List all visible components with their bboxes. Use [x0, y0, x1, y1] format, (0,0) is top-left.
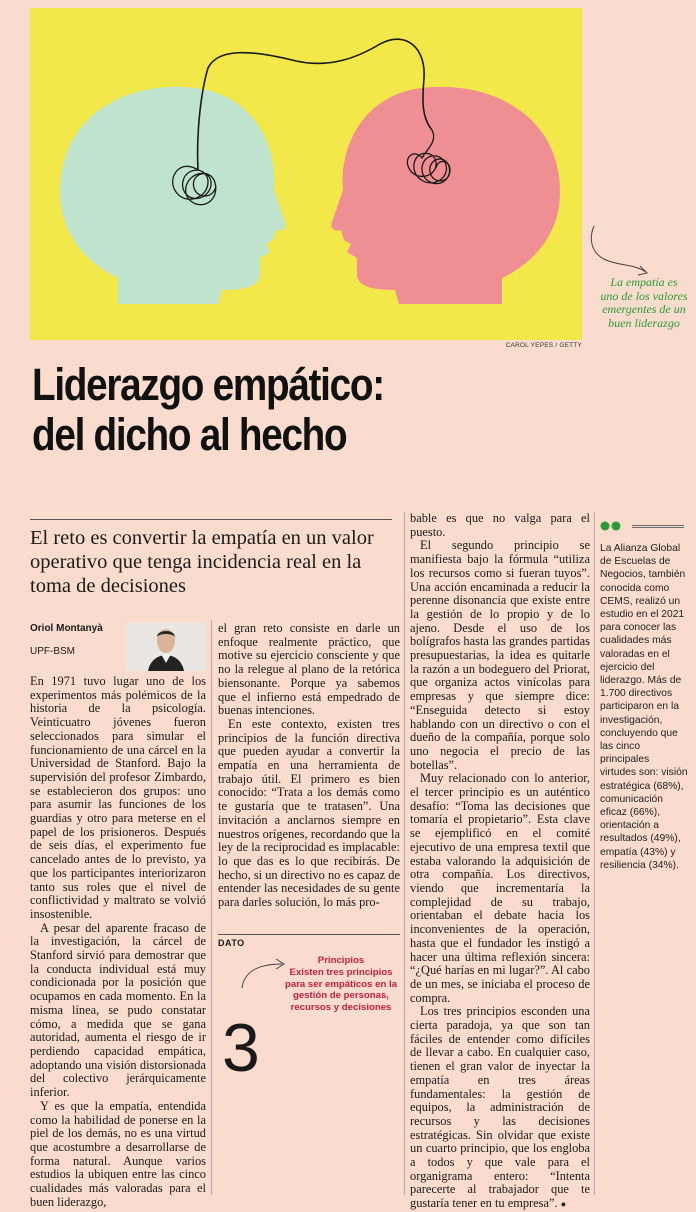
article-column-1: [30, 675, 206, 1209]
article-column-2: [218, 622, 400, 910]
column-divider: [211, 620, 212, 1195]
article-subheadline: El reto es convertir la empatía en un valor operativo que tenga incidencia real en la toma de decisiones: [30, 527, 374, 597]
dato-rule: [218, 934, 400, 935]
sidebar-rule: [632, 525, 684, 528]
body-paragraph-text: Los tres principios esconden una cierta paradoja, ya que son tan fáciles de entender como difíciles de llevar a cabo. En cualquier caso, tienen el gran valor de inyectar la empatía en tres áreas fundamentales: la gestión de equipos, la administración de recursos y las decisiones estratégicas. Sin olvidar que existe un cuarto principio, que los engloba a todos y que vale para el organigrama entero: “Intenta parecerte al trabajador que te gustaría tener en tu empresa”.: [410, 1004, 590, 1211]
image-caption: La empatía es uno de los valores emergentes de un buen liderazgo: [600, 275, 688, 330]
end-mark: ●: [560, 1199, 567, 1210]
dato-title: Principios: [317, 955, 365, 966]
dato-text: Existen tres principios para ser empáticos en la gestión de personas, recursos y decisiones: [285, 967, 397, 1013]
two-heads-illustration: [30, 8, 582, 340]
caption-arrow-icon: [586, 222, 656, 282]
body-paragraph: A pesar del aparente fracaso de la investigación, la cárcel de Stanford sirvió para demostrar que la conducta individual está muy condicionada por la posición que ocupamos en cada momento. En la misma línea, se pudo constatar cómo, a medida que se gana autoridad, aumenta el riesgo de ir perdiendo capacidad empática, adoptando una visión distorsionada del colectivo jerárquicamente inferior.: [30, 920, 206, 1100]
headline-line-2: del dicho al hecho: [32, 409, 347, 460]
column-divider: [404, 512, 405, 1195]
headline-line-1: Liderazgo empático:: [32, 359, 384, 410]
body-paragraph: En este contexto, existen tres principios de la función directiva que pueden ayudar a convertir la empatía en una herramienta de trabajo útil. El primero es bien conocido: “Trata a los demás como te gustaría que te tratasen”. Una invitación a anclarnos siempre en nuestros orígenes, recordando que la ley de la reciprocidad es implacable: lo que das es lo que recibirás. De hecho, si un directivo no es capaz de entender las necesidades de su gente para darles solución, lo más pro-: [218, 716, 400, 910]
author-portrait: [126, 623, 206, 671]
hero-illustration: [30, 8, 582, 340]
left-head-icon: [60, 87, 286, 304]
column-divider: [594, 512, 595, 1195]
body-paragraph: El segundo principio se manifiesta bajo la fórmula “utiliza los recursos como si fueran tuyos”. Una acción encaminada a reducir la perenne disonancia que existe entre la gestión de lo propio y de lo ajeno. Desde el uso de los bolígrafos hasta las grandes partidas presupuestarias, la idea es quitarle la razón a un bodeguero del Priorat, que organiza actos vinícolas para empresas y que siempre dice: “Enseguida detecto si estoy hablando con un directivo o con el dueño de la compañía, porque solo uno negocia el precio de las botellas”.: [410, 538, 590, 772]
article-column-3: [410, 512, 590, 1212]
body-paragraph: el gran reto consiste en darle un enfoque realmente práctico, que motive su ejercicio consciente y que no la relegue al plano de la retórica biensonante. Porque ya sabemos que el infierno está empedrado de buenas intenciones.: [218, 621, 400, 718]
sidebar-dots-icon: [600, 520, 630, 532]
subheadline-rule: [30, 519, 392, 520]
author-name: Oriol Montanyà: [30, 623, 103, 634]
author-affiliation: UPF-BSM: [30, 646, 75, 657]
photo-credit: CAROL YEPES / GETTY: [505, 342, 582, 349]
body-paragraph: Muy relacionado con lo anterior, el tercer principio es un auténtico desafío: “Toma las decisiones que tomaría el propietario”. Esta clave se ejemplificó en el comité ejecutivo de una empresa textil que estaba valorando la adquisición de otra compañía. Los directivos, viendo que incrementaría la complejidad de su trabajo, orientaban el debate hacia los inconvenientes de la operación, hasta que el fundador les instigó a hacer una última reflexión sincera: “¿Qué harías en mi lugar?”. Al cabo de un mes, se iniciaba el proceso de compra.: [410, 771, 590, 1005]
body-paragraph: En 1971 tuvo lugar uno de los experimentos más polémicos de la historia de la psicología. Veinticuatro jóvenes fueron seleccionados para simular el funcionamiento de una cárcel en la Universidad de Stanford. Bajo la supervisión del profesor Zimbardo, se establecieron dos grupos: uno para asumir las funciones de los guardias y otro para meterse en el papel de los prisioneros. Después de seis días, el experimento fue cancelado antes de lo previsto, ya que los participantes interiorizaron tanto sus roles que el nivel de conflictividad y maltrato se volvió insostenible.: [30, 674, 206, 921]
body-paragraph: Y es que la empatía, entendida como la habilidad de ponerse en la piel de los demás, no es una virtud que acostumbre a desarrollarse de forma natural. Aunque varios estudios la ubiquen entre las cinco cualidades más valoradas para el buen liderazgo,: [30, 1098, 206, 1209]
dato-label: DATO: [218, 938, 245, 948]
dato-number: 3: [222, 1010, 260, 1086]
author-photo: [126, 623, 206, 671]
sidebar-text: La Alianza Global de Escuelas de Negocios, también conocida como CEMS, realizó un estudio en el 2021 para conocer las cualidades más valoradas en el ejercicio del liderazgo. Más de 1.700 directivos participaron en la investigación, concluyendo que las cinco principales virtudes son: visión estratégica (68%), comunicación eficaz (66%), orientación a resultados (49%), empatía (43%) y resiliencia (34%).: [600, 543, 688, 871]
body-paragraph: bable es que no valga para el puesto.: [410, 511, 590, 539]
right-head-icon: [331, 87, 560, 304]
body-paragraph: [410, 1005, 590, 1212]
article-headline: [32, 360, 582, 460]
